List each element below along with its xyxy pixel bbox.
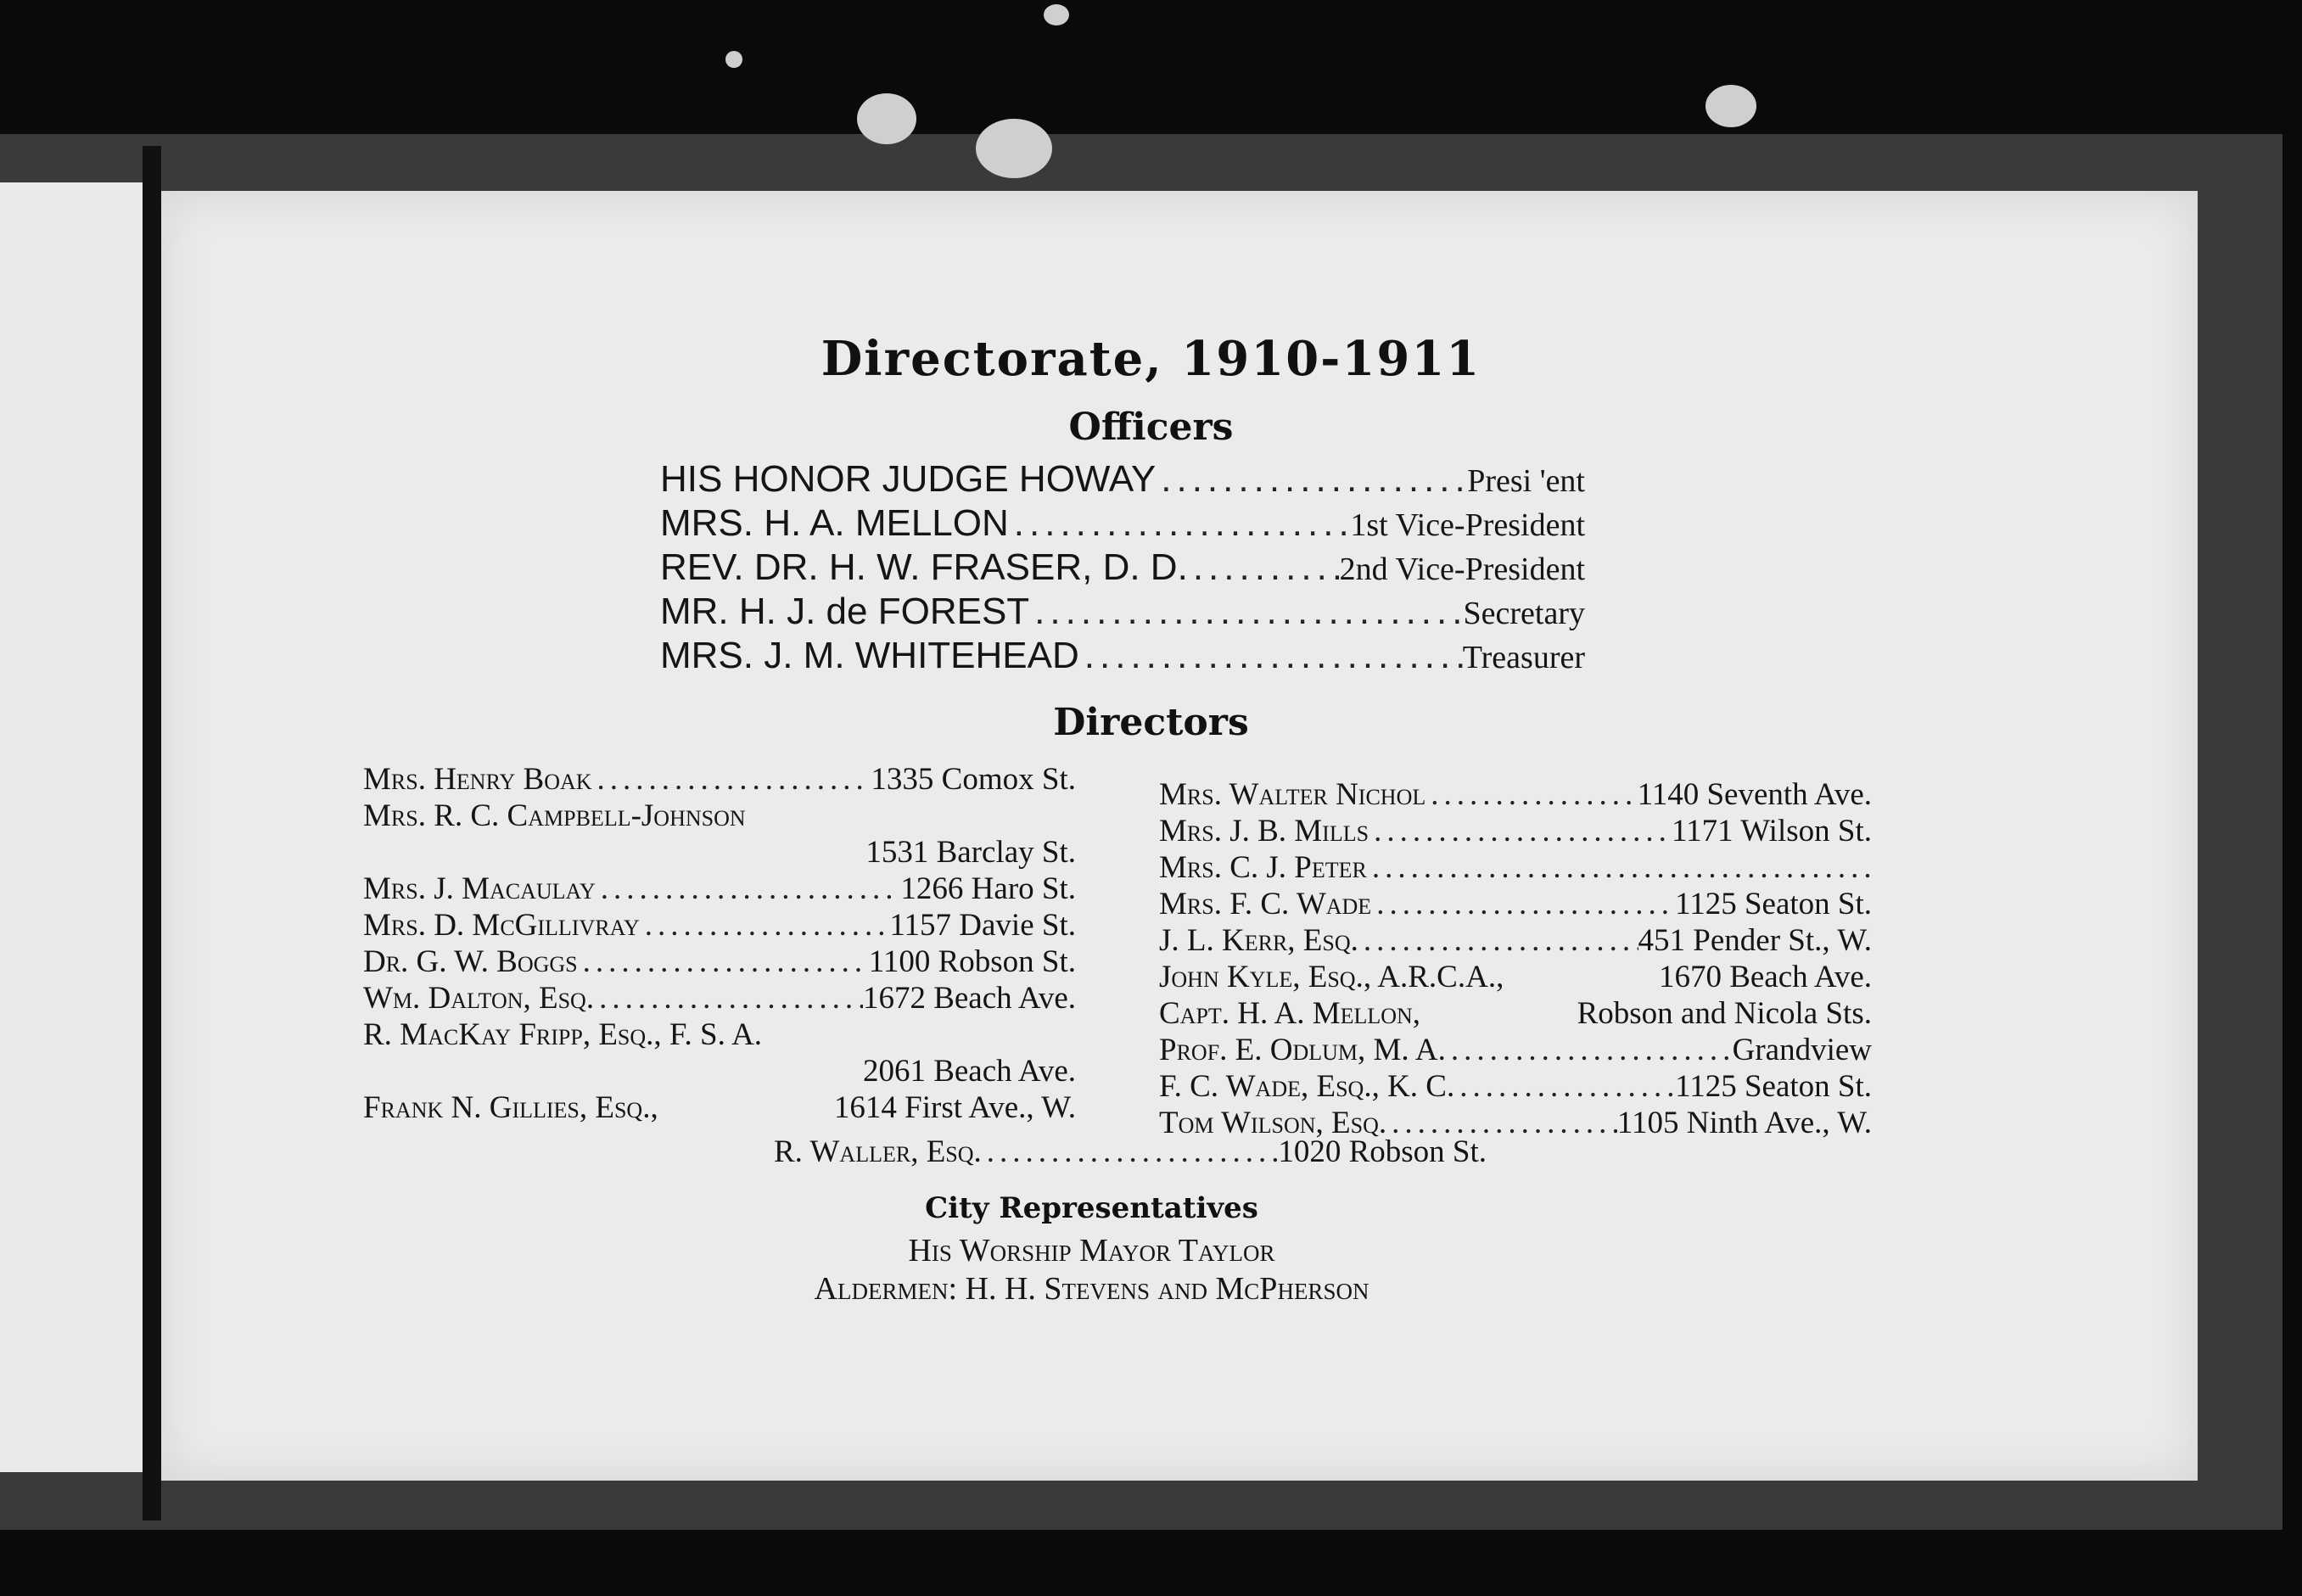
director-name: Mrs. R. C. Campbell-Johnson: [363, 798, 746, 833]
director-address: Robson and Nicola Sts.: [1577, 996, 1872, 1031]
director-name: Capt. H. A. Mellon,: [1159, 996, 1421, 1031]
page-title: Directorate, 1910-1911: [821, 331, 1481, 387]
director-row: [363, 944, 1076, 980]
director-row: [774, 1134, 1487, 1170]
director-address: 1171 Wilson St.: [1672, 814, 1872, 848]
leader-dots: [1188, 546, 1340, 589]
officer-row: [660, 546, 1585, 589]
director-address: 1531 Barclay St.: [865, 835, 1076, 870]
director-address: 1125 Seaton St.: [1675, 887, 1872, 921]
leader-dots: [982, 1134, 1279, 1170]
director-name: John Kyle, Esq., A.R.C.A.,: [1159, 960, 1504, 994]
director-name: Mrs. D. McGillivray: [363, 908, 640, 943]
directors-heading: Directors: [1053, 701, 1249, 744]
leader-dots: [1371, 886, 1675, 922]
director-row: [363, 761, 1076, 798]
director-address: 2061 Beach Ave.: [862, 1054, 1076, 1089]
leader-dots: [1425, 776, 1637, 813]
director-row: [1159, 776, 1872, 813]
dust-speck: [1044, 4, 1069, 25]
director-address: 1614 First Ave., W.: [833, 1090, 1076, 1125]
director-name: Mrs. F. C. Wade: [1159, 887, 1372, 921]
officer-row: [660, 458, 1585, 501]
dust-speck: [1705, 85, 1756, 127]
director-row: [363, 798, 1076, 834]
director-address: 1100 Robson St.: [868, 944, 1076, 979]
dust-speck: [725, 51, 742, 68]
officer-row: [660, 502, 1585, 545]
city-representatives-heading: City Representatives: [925, 1191, 1258, 1225]
leader-dots: [596, 871, 901, 907]
director-address: 1157 Davie St.: [889, 908, 1076, 943]
director-name: R. Waller, Esq.: [774, 1134, 982, 1169]
officer-row: [660, 635, 1585, 677]
director-name: Wm. Dalton, Esq.: [363, 981, 595, 1016]
leader-dots: [640, 907, 890, 944]
director-name: F. C. Wade, Esq., K. C.: [1159, 1069, 1455, 1104]
director-address: 1266 Haro St.: [900, 871, 1076, 906]
officer-row: [660, 591, 1585, 633]
director-name: Mrs. J. Macaulay: [363, 871, 596, 906]
officer-role: Presi 'ent: [1467, 463, 1585, 499]
leader-dots: [1454, 1068, 1675, 1105]
director-address: 451 Pender St., W.: [1638, 923, 1872, 958]
director-address: Grandview: [1732, 1033, 1872, 1067]
director-address: 1105 Ninth Ave., W.: [1616, 1106, 1872, 1140]
leader-dots: [1156, 458, 1467, 501]
director-address: 1670 Beach Ave.: [1658, 960, 1872, 994]
leader-dots: [1009, 502, 1351, 545]
officer-role: Treasurer: [1462, 640, 1585, 675]
director-row: [1159, 849, 1872, 886]
director-name: J. L. Kerr, Esq.: [1159, 923, 1358, 958]
officer-name: HIS HONOR JUDGE HOWAY: [660, 458, 1157, 500]
director-row: [363, 907, 1076, 944]
dust-speck: [857, 93, 916, 144]
leader-dots: [1029, 591, 1463, 633]
officer-name: MR. H. J. de FOREST: [660, 591, 1030, 632]
director-row: [1159, 922, 1872, 959]
director-row: [1159, 1068, 1872, 1105]
leader-dots: [1446, 1032, 1733, 1068]
director-row: [1159, 813, 1872, 849]
leader-dots: [1358, 922, 1638, 959]
director-row: [363, 980, 1076, 1016]
director-row: [1159, 995, 1872, 1032]
officer-name: MRS. H. A. MELLON: [660, 502, 1009, 544]
director-address: 1335 Comox St.: [871, 762, 1076, 797]
director-row: [1159, 1032, 1872, 1068]
officer-name: MRS. J. M. WHITEHEAD: [660, 635, 1079, 676]
leader-dots: [1369, 813, 1672, 849]
director-address: 1125 Seaton St.: [1675, 1069, 1872, 1104]
officer-role: 2nd Vice-President: [1339, 552, 1585, 587]
director-row: [1159, 886, 1872, 922]
officer-role: 1st Vice-President: [1350, 507, 1585, 543]
director-row: [363, 871, 1076, 907]
director-name: Mrs. C. J. Peter: [1159, 850, 1367, 885]
city-representative-line: His Worship Mayor Taylor: [908, 1233, 1275, 1268]
officer-name: REV. DR. H. W. FRASER, D. D.: [660, 546, 1188, 588]
director-row: [363, 1089, 1076, 1126]
city-representative-line: Aldermen: H. H. Stevens and McPherson: [814, 1271, 1369, 1307]
director-name: R. MacKay Fripp, Esq., F. S. A.: [363, 1017, 763, 1052]
director-name: Frank N. Gillies, Esq.,: [363, 1090, 658, 1125]
director-name: Mrs. Henry Boak: [363, 762, 592, 797]
leader-dots: [592, 761, 871, 798]
director-name: Mrs. J. B. Mills: [1159, 814, 1369, 848]
officers-heading: Officers: [1068, 406, 1234, 449]
leader-dots: [1079, 635, 1463, 677]
officer-role: Secretary: [1463, 596, 1585, 631]
director-name: Tom Wilson, Esq.: [1159, 1106, 1387, 1140]
dust-speck: [976, 119, 1052, 178]
leader-dots: [1367, 849, 1872, 886]
leader-dots: [578, 944, 869, 980]
director-row: [363, 1016, 1076, 1053]
leader-dots: [594, 980, 863, 1016]
director-address: 1672 Beach Ave.: [862, 981, 1076, 1016]
director-row: [1159, 959, 1872, 995]
director-name: Mrs. Walter Nichol: [1159, 777, 1426, 812]
director-name: Dr. G. W. Boggs: [363, 944, 578, 979]
director-name: Prof. E. Odlum, M. A.: [1159, 1033, 1446, 1067]
director-address: 1020 Robson St.: [1278, 1134, 1487, 1169]
director-address: 1140 Seventh Ave.: [1637, 777, 1872, 812]
